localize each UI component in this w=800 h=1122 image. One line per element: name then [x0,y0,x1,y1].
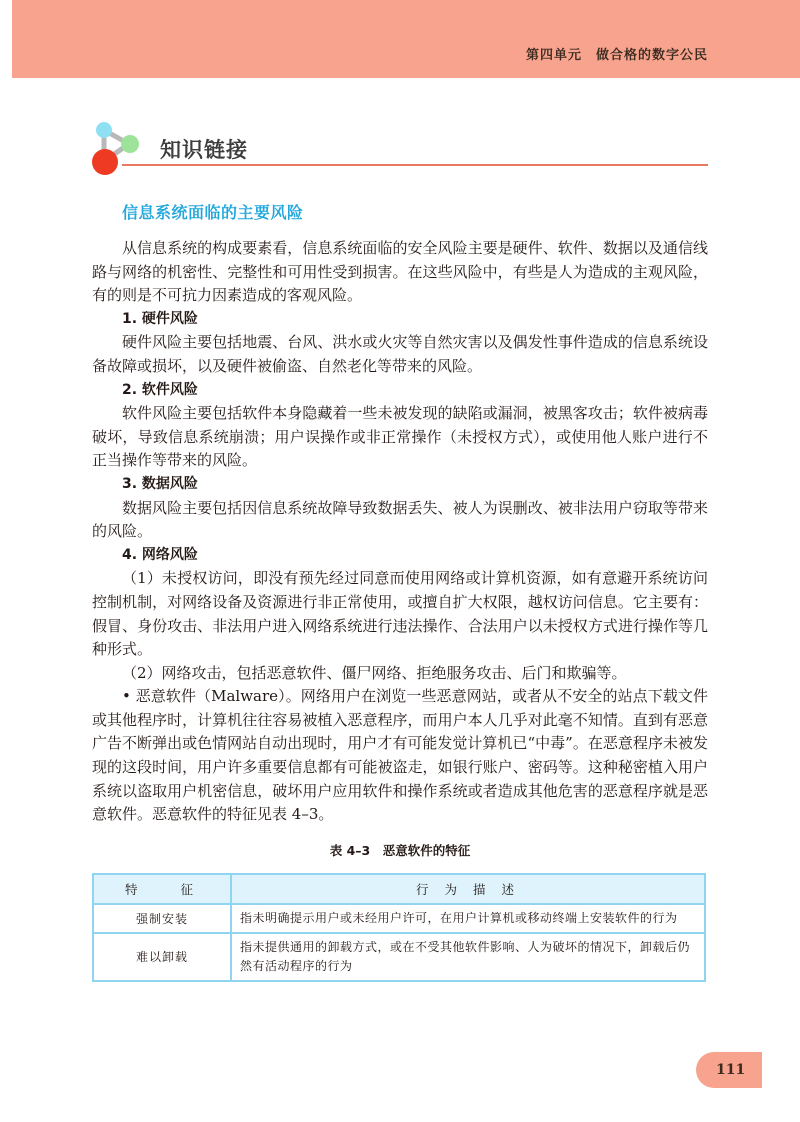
header-band [12,0,800,78]
section-title: 信息系统面临的主要风险 [122,203,304,222]
malware-feature-table [92,873,706,982]
table-row [93,933,705,981]
description-cell: 指未明确提示用户或未经用户许可，在用户计算机或移动终端上安装软件的行为 [231,904,705,933]
page-number: 111 [716,1062,746,1078]
table-row [93,904,705,933]
banner-rule [122,164,708,166]
hardware-risk-heading: 1. 硬件风险 [122,310,198,327]
data-risk-heading: 3. 数据风险 [122,475,198,492]
molecule-icon [92,120,152,176]
knowledge-link-banner [92,120,708,176]
knowledge-link-title: 知识链接 [160,138,248,162]
software-risk-paragraph: 软件风险主要包括软件本身隐藏着一些未被发现的缺陷或漏洞，被黑客攻击；软件被病毒破坏，导致信息系统崩溃；用户误操作或非正常操作（未授权方式），或使用他人账户进行不正当操作等带来的风险。 [92,404,708,470]
unauthorized-access-paragraph: （1）未授权访问，即没有预先经过同意而使用网络或计算机资源，如有意避开系统访问控制机制，对网络设备及资源进行非正常使用，或擅自扩大权限，越权访问信息。它主要有：假冒、身份攻击、非法用户进入网络系统进行违法操作、合法用户以未授权方式进行操作等几种形式。 [92,569,708,659]
intro-paragraph: 从信息系统的构成要素看，信息系统面临的安全风险主要是硬件、软件、数据以及通信线路与网络的机密性、完整性和可用性受到损害。在这些风险中，有些是人为造成的主观风险，有的则是不可抗力因素造成的客观风险。 [92,239,708,305]
table-caption: 表 4–3 恶意软件的特征 [329,842,471,858]
malware-paragraph: • 恶意软件（Malware）。网络用户在浏览一些恶意网站，或者从不安全的站点下载文件或其他程序时，计算机往往容易被植入恶意程序，而用户本人几乎对此毫不知情。直到有恶意广告不断弹出或色情网站自动出现时，用户才有可能发觉计算机已“中毒”。在恶意程序未被发现的这段时间，用户许多重要信息都有可能被盗走，如银行账户、密码等。这种秘密植入用户系统以盗取用户机密信息，破坏用户应用软件和操作系统或者造成其他危害的恶意程序就是恶意软件。恶意软件的特征见表 4–3。 [92,687,708,824]
software-risk-heading: 2. 软件风险 [122,381,198,398]
feature-cell: 强制安装 [93,904,231,933]
feature-cell: 难以卸载 [93,933,231,981]
header-feature: 特 征 [93,874,231,904]
header-description: 行 为 描 述 [231,874,705,904]
network-risk-heading: 4. 网络风险 [122,546,198,563]
hardware-risk-paragraph: 硬件风险主要包括地震、台风、洪水或火灾等自然灾害以及偶发性事件造成的信息系统设备故障或损坏，以及硬件被偷盗、自然老化等带来的风险。 [92,333,708,375]
page-number-tab [696,1052,762,1088]
table-header-row [93,874,705,904]
description-cell: 指未提供通用的卸载方式，或在不受其他软件影响、人为破坏的情况下，卸载后仍然有活动程序的行为 [231,933,705,981]
main-content [92,200,708,982]
data-risk-paragraph: 数据风险主要包括因信息系统故障导致数据丢失、被人为误删改、被非法用户窃取等带来的风险。 [92,498,708,541]
network-attack-paragraph: （2）网络攻击，包括恶意软件、僵尸网络、拒绝服务攻击、后门和欺骗等。 [122,663,627,682]
unit-title: 第四单元 做合格的数字公民 [525,48,708,63]
